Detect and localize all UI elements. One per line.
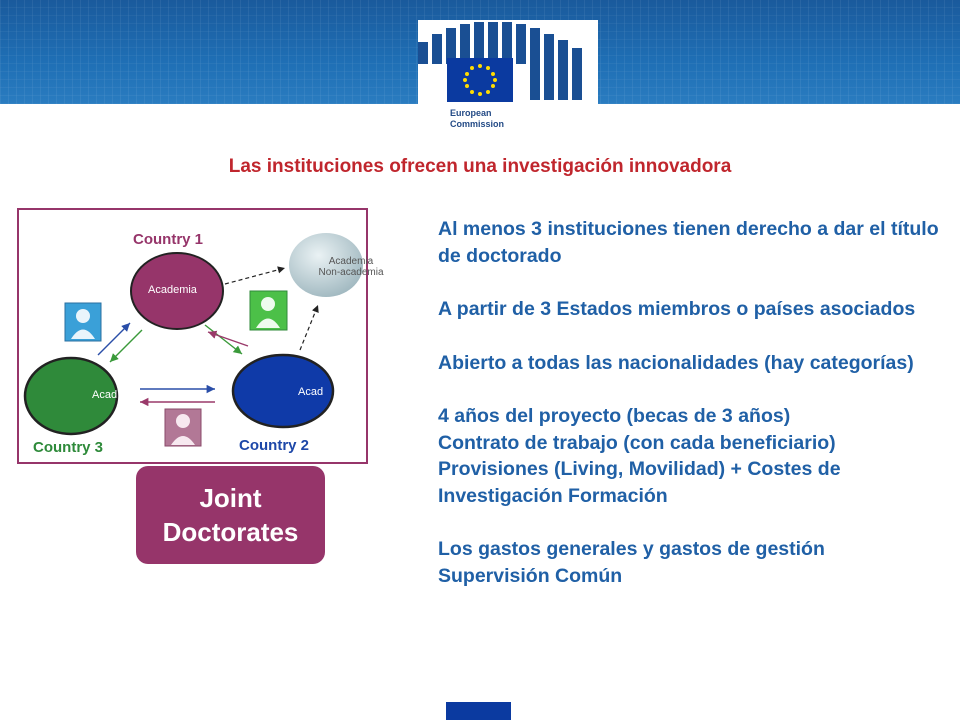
node4-line2: Non-academia bbox=[318, 267, 384, 278]
person-icon-blue bbox=[65, 303, 101, 341]
node2-label: Acad bbox=[298, 386, 324, 398]
person-icon-pink bbox=[165, 409, 201, 446]
bullet-item: Los gastos generales y gastos de gestión bbox=[438, 538, 825, 560]
dashed-arrow-c2-to-nonacademia bbox=[300, 305, 318, 350]
country2-label: Country 2 bbox=[239, 437, 310, 454]
arrow-c1-to-c3 bbox=[110, 330, 142, 362]
logo-line1: European bbox=[450, 108, 492, 118]
bullet-item: Contrato de trabajo (con cada beneficiario) bbox=[438, 431, 836, 454]
arrow-c3-to-c1 bbox=[98, 323, 130, 355]
joint-doctorates-box bbox=[136, 466, 325, 564]
country3-label: Country 3 bbox=[33, 439, 104, 456]
footer-flag-icon bbox=[446, 702, 511, 720]
bullet-item: 4 años del proyecto (becas de 3 años) bbox=[438, 405, 791, 427]
arrow-c1-to-c2 bbox=[205, 325, 242, 354]
joint-line2: Doctorates bbox=[162, 517, 299, 547]
bullet-item: Provisiones (Living, Movilidad) + Costes de Investigación Formación bbox=[438, 458, 841, 507]
bullet-item: Supervisión Común bbox=[438, 564, 623, 587]
node3-label: Acad bbox=[92, 389, 118, 401]
node4-label bbox=[303, 256, 399, 278]
person-icon-green bbox=[250, 291, 287, 330]
dashed-arrow-c1-to-nonacademia bbox=[225, 268, 285, 284]
bullet-item: Abierto a todas las nacionalidades (hay categorías) bbox=[438, 351, 914, 374]
bullet-item: Al menos 3 instituciones tienen derecho a dar el título de doctorado bbox=[438, 218, 939, 267]
slide-title: Las instituciones ofrecen una investigación innovadora bbox=[228, 156, 732, 177]
bullet-list bbox=[438, 216, 953, 589]
node1-label: Academia bbox=[148, 284, 197, 296]
joint-line1: Joint bbox=[199, 483, 262, 513]
country1-label: Country 1 bbox=[133, 231, 204, 248]
node4-line1: Academia bbox=[328, 256, 374, 267]
bullet-item: A partir de 3 Estados miembros o países asociados bbox=[438, 298, 916, 320]
logo-line2: Commission bbox=[450, 119, 505, 129]
